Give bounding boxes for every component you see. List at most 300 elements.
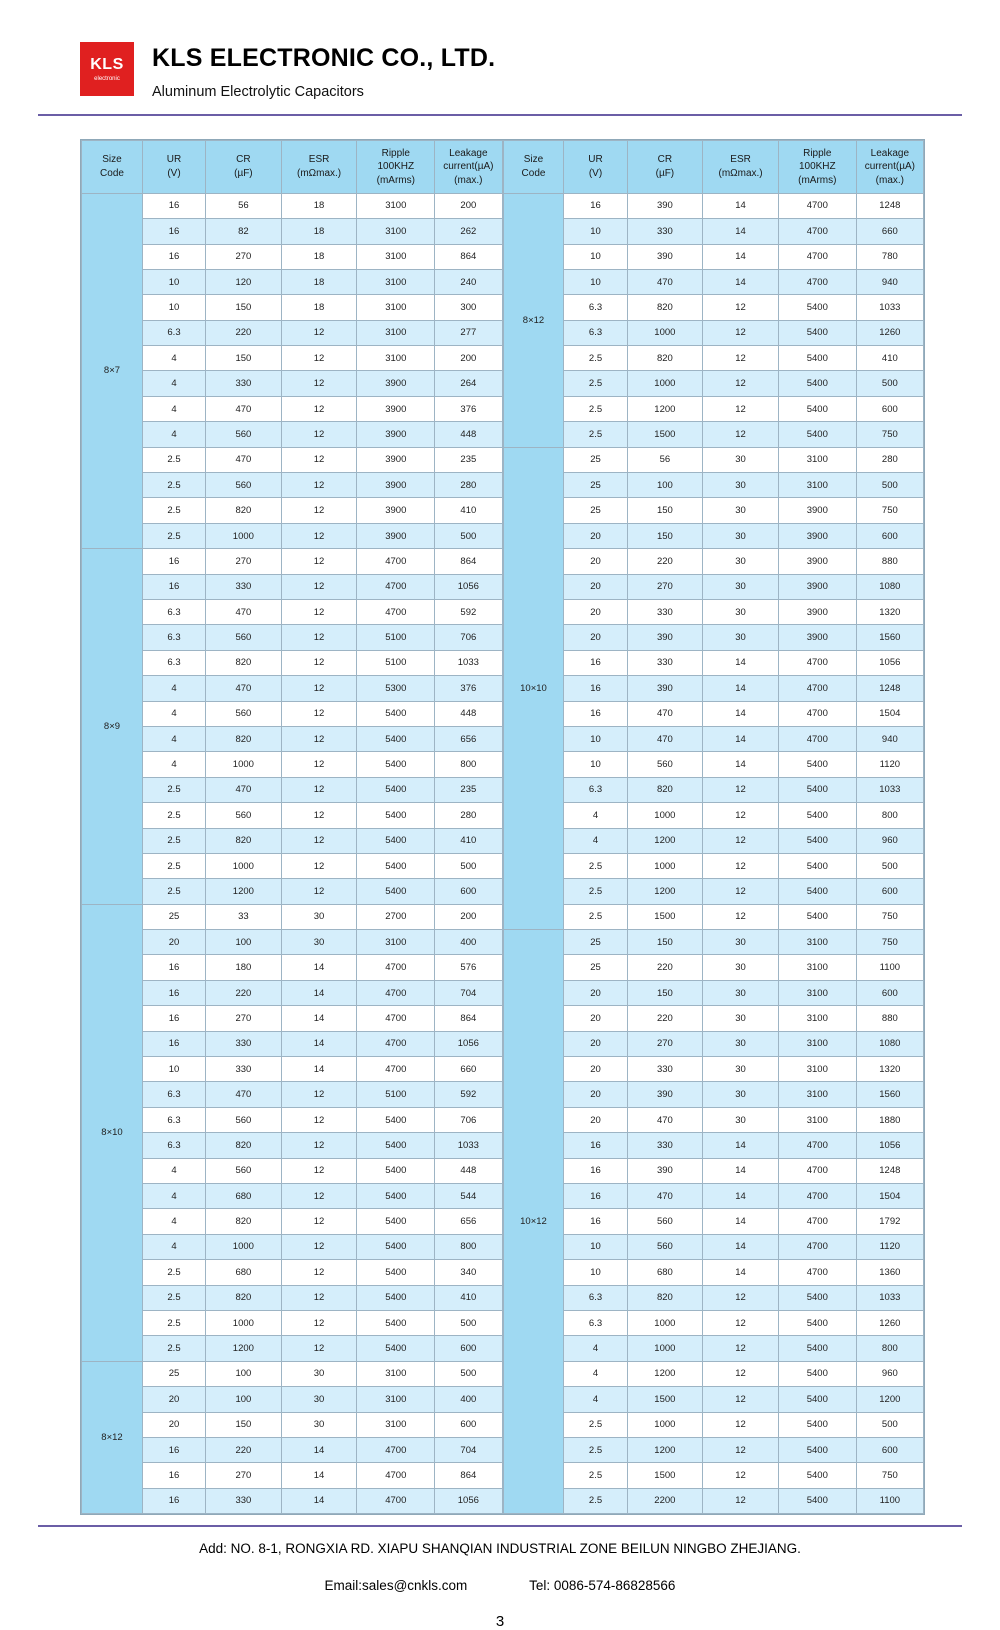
table-row (503, 676, 924, 701)
table-cell: 1200 (627, 1437, 703, 1462)
table-cell: 20 (564, 1031, 627, 1056)
table-cell: 1504 (856, 1183, 923, 1208)
footer-divider (38, 1525, 962, 1527)
table-row (82, 1488, 503, 1513)
table-cell: 12 (703, 1463, 779, 1488)
table-cell: 4 (564, 1361, 627, 1386)
table-cell: 100 (206, 1387, 282, 1412)
table-cell: 4700 (357, 1031, 435, 1056)
table-cell: 3900 (778, 600, 856, 625)
table-cell: 12 (281, 346, 357, 371)
table-cell: 14 (703, 1133, 779, 1158)
size-code-cell: 8×12 (82, 1361, 143, 1513)
table-cell: 5400 (778, 1310, 856, 1335)
table-row (82, 828, 503, 853)
table-cell: 6.3 (142, 1107, 205, 1132)
table-cell: 400 (435, 1387, 502, 1412)
table-cell: 660 (435, 1057, 502, 1082)
table-cell: 5400 (778, 803, 856, 828)
table-cell: 2.5 (142, 1285, 205, 1310)
table-cell: 1504 (856, 701, 923, 726)
table-cell: 5400 (778, 396, 856, 421)
table-cell: 270 (206, 244, 282, 269)
table-row (82, 549, 503, 574)
table-cell: 4 (142, 422, 205, 447)
table-cell: 4700 (778, 1183, 856, 1208)
table-cell: 270 (627, 574, 703, 599)
table-cell: 592 (435, 1082, 502, 1107)
table-cell: 14 (703, 1209, 779, 1234)
table-cell: 12 (281, 396, 357, 421)
table-row (503, 1387, 924, 1412)
table-row (503, 853, 924, 878)
table-cell: 12 (281, 422, 357, 447)
table-cell: 5400 (357, 701, 435, 726)
table-cell: 14 (703, 701, 779, 726)
table-row (503, 574, 924, 599)
table-cell: 864 (435, 244, 502, 269)
table-row (503, 1412, 924, 1437)
table-cell: 1120 (856, 752, 923, 777)
table-cell: 1200 (206, 879, 282, 904)
table-cell: 6.3 (142, 1082, 205, 1107)
table-cell: 4 (142, 676, 205, 701)
table-cell: 14 (281, 1488, 357, 1513)
table-cell: 20 (564, 1057, 627, 1082)
table-cell: 10 (142, 295, 205, 320)
table-cell: 4700 (357, 1057, 435, 1082)
table-cell: 3100 (778, 1006, 856, 1031)
column-header: Leakage current(µA) (max.) (856, 140, 923, 193)
table-row (503, 1285, 924, 1310)
table-cell: 500 (435, 523, 502, 548)
table-row (503, 752, 924, 777)
table-cell: 6.3 (564, 1285, 627, 1310)
table-cell: 300 (435, 295, 502, 320)
table-row (82, 1082, 503, 1107)
table-cell: 2.5 (142, 523, 205, 548)
table-cell: 5400 (778, 320, 856, 345)
table-cell: 2.5 (564, 1463, 627, 1488)
table-cell: 12 (703, 1488, 779, 1513)
table-cell: 5400 (778, 1285, 856, 1310)
table-cell: 4700 (778, 1209, 856, 1234)
table-row (82, 295, 503, 320)
table-cell: 5400 (778, 1488, 856, 1513)
table-cell: 1056 (435, 574, 502, 599)
table-cell: 56 (627, 447, 703, 472)
size-code-cell: 10×10 (503, 447, 564, 929)
table-cell: 14 (281, 955, 357, 980)
table-cell: 1560 (856, 1082, 923, 1107)
table-cell: 600 (856, 1437, 923, 1462)
table-cell: 5400 (778, 828, 856, 853)
table-cell: 800 (435, 1234, 502, 1259)
table-cell: 12 (703, 777, 779, 802)
table-cell: 270 (206, 1006, 282, 1031)
table-cell: 390 (627, 244, 703, 269)
table-cell: 2.5 (564, 1412, 627, 1437)
table-cell: 16 (142, 980, 205, 1005)
table-cell: 4700 (357, 574, 435, 599)
table-cell: 1500 (627, 904, 703, 929)
table-cell: 3100 (357, 346, 435, 371)
table-cell: 16 (564, 1158, 627, 1183)
table-cell: 940 (856, 269, 923, 294)
table-row (503, 1158, 924, 1183)
table-cell: 3100 (778, 473, 856, 498)
specification-tables (80, 139, 925, 1515)
table-cell: 3900 (357, 396, 435, 421)
table-cell: 200 (435, 193, 502, 218)
table-cell: 704 (435, 980, 502, 1005)
table-cell: 3100 (778, 1057, 856, 1082)
table-cell: 270 (627, 1031, 703, 1056)
table-cell: 20 (564, 1006, 627, 1031)
table-row (503, 701, 924, 726)
table-cell: 800 (856, 803, 923, 828)
table-row (503, 625, 924, 650)
table-row (503, 346, 924, 371)
table-cell: 820 (627, 777, 703, 802)
table-cell: 12 (703, 1361, 779, 1386)
column-header: ESR (mΩmax.) (281, 140, 357, 193)
table-row (503, 498, 924, 523)
table-cell: 4 (142, 726, 205, 751)
table-cell: 5100 (357, 1082, 435, 1107)
table-cell: 25 (564, 498, 627, 523)
page-footer (38, 1541, 962, 1630)
table-cell: 5400 (778, 777, 856, 802)
table-cell: 150 (627, 498, 703, 523)
table-cell: 16 (142, 1437, 205, 1462)
table-cell: 4700 (778, 1234, 856, 1259)
table-cell: 14 (703, 269, 779, 294)
table-cell: 14 (281, 1463, 357, 1488)
table-cell: 390 (627, 676, 703, 701)
table-cell: 500 (856, 1412, 923, 1437)
table-row (82, 447, 503, 472)
table-row (503, 828, 924, 853)
table-cell: 1000 (627, 853, 703, 878)
table-cell: 560 (206, 422, 282, 447)
table-cell: 25 (564, 447, 627, 472)
table-cell: 12 (281, 625, 357, 650)
table-cell: 330 (627, 650, 703, 675)
column-header: CR (µF) (206, 140, 282, 193)
table-cell: 1000 (206, 853, 282, 878)
table-cell: 25 (564, 955, 627, 980)
table-row (503, 1361, 924, 1386)
table-cell: 4 (564, 828, 627, 853)
table-cell: 280 (435, 473, 502, 498)
table-row (82, 777, 503, 802)
table-row (503, 1260, 924, 1285)
table-row (82, 904, 503, 929)
header-text-block (152, 42, 495, 100)
table-cell: 30 (703, 473, 779, 498)
table-cell: 180 (206, 955, 282, 980)
table-row (503, 447, 924, 472)
table-cell: 820 (206, 498, 282, 523)
table-cell: 5400 (778, 1336, 856, 1361)
table-cell: 30 (703, 447, 779, 472)
table-cell: 390 (627, 193, 703, 218)
table-cell: 16 (564, 701, 627, 726)
table-row (82, 1209, 503, 1234)
table-cell: 14 (281, 1006, 357, 1031)
table-cell: 1248 (856, 676, 923, 701)
size-code-cell: 10×12 (503, 930, 564, 1514)
table-cell: 14 (281, 1057, 357, 1082)
table-cell: 25 (564, 930, 627, 955)
table-cell: 470 (206, 396, 282, 421)
table-cell: 12 (281, 447, 357, 472)
table-cell: 330 (627, 219, 703, 244)
table-cell: 5400 (357, 1336, 435, 1361)
table-cell: 16 (142, 549, 205, 574)
table-row (82, 1336, 503, 1361)
spec-table-right (503, 140, 925, 1514)
table-cell: 2.5 (142, 777, 205, 802)
page-number: 3 (495, 1613, 505, 1630)
table-cell: 500 (435, 853, 502, 878)
table-cell: 1500 (627, 1387, 703, 1412)
table-row (503, 371, 924, 396)
table-cell: 10 (564, 269, 627, 294)
table-cell: 2.5 (142, 879, 205, 904)
table-cell: 5400 (357, 1209, 435, 1234)
table-cell: 30 (281, 930, 357, 955)
table-row (82, 1107, 503, 1132)
table-cell: 704 (435, 1437, 502, 1462)
table-cell: 2.5 (564, 371, 627, 396)
table-cell: 4700 (357, 955, 435, 980)
table-cell: 470 (206, 600, 282, 625)
table-row (503, 879, 924, 904)
table-cell: 30 (703, 1031, 779, 1056)
table-cell: 16 (564, 193, 627, 218)
table-cell: 16 (142, 244, 205, 269)
table-cell: 30 (703, 600, 779, 625)
table-cell: 14 (703, 193, 779, 218)
table-row (82, 853, 503, 878)
table-row (82, 1463, 503, 1488)
table-cell: 3900 (357, 447, 435, 472)
table-cell: 1000 (627, 803, 703, 828)
table-cell: 12 (281, 828, 357, 853)
table-cell: 18 (281, 244, 357, 269)
table-cell: 4 (564, 1336, 627, 1361)
table-row (503, 244, 924, 269)
table-cell: 20 (564, 600, 627, 625)
table-cell: 14 (703, 752, 779, 777)
table-cell: 820 (206, 726, 282, 751)
table-cell: 820 (627, 1285, 703, 1310)
table-cell: 600 (435, 1412, 502, 1437)
table-row (503, 1437, 924, 1462)
table-cell: 16 (564, 1209, 627, 1234)
table-cell: 2.5 (142, 853, 205, 878)
table-cell: 3900 (357, 523, 435, 548)
table-cell: 470 (206, 1082, 282, 1107)
table-row (82, 1387, 503, 1412)
table-cell: 750 (856, 904, 923, 929)
table-cell: 12 (281, 1107, 357, 1132)
table-row (503, 650, 924, 675)
table-cell: 880 (856, 549, 923, 574)
table-cell: 1000 (206, 1234, 282, 1259)
table-cell: 1500 (627, 422, 703, 447)
table-row (82, 523, 503, 548)
table-cell: 20 (564, 980, 627, 1005)
table-cell: 330 (627, 1133, 703, 1158)
column-header: UR (V) (564, 140, 627, 193)
table-cell: 656 (435, 1209, 502, 1234)
table-cell: 235 (435, 777, 502, 802)
table-cell: 6.3 (564, 295, 627, 320)
table-cell: 820 (627, 346, 703, 371)
table-row (82, 1183, 503, 1208)
table-row (82, 625, 503, 650)
table-cell: 1200 (627, 879, 703, 904)
table-cell: 820 (206, 650, 282, 675)
table-cell: 12 (281, 701, 357, 726)
table-cell: 3900 (778, 549, 856, 574)
table-cell: 10 (564, 1260, 627, 1285)
table-cell: 680 (206, 1260, 282, 1285)
table-row (82, 930, 503, 955)
table-cell: 470 (627, 1183, 703, 1208)
table-row (82, 396, 503, 421)
table-cell: 390 (627, 1082, 703, 1107)
table-cell: 12 (281, 879, 357, 904)
table-row (503, 320, 924, 345)
size-code-cell: 8×10 (82, 904, 143, 1361)
table-cell: 1000 (206, 752, 282, 777)
table-cell: 220 (206, 980, 282, 1005)
table-row (503, 1488, 924, 1513)
table-cell: 470 (627, 269, 703, 294)
table-cell: 2.5 (142, 498, 205, 523)
table-cell: 6.3 (564, 320, 627, 345)
table-cell: 5400 (357, 777, 435, 802)
table-row (82, 1310, 503, 1335)
table-cell: 12 (703, 904, 779, 929)
table-cell: 12 (281, 803, 357, 828)
table-cell: 4700 (778, 193, 856, 218)
table-cell: 5400 (357, 726, 435, 751)
table-cell: 376 (435, 396, 502, 421)
table-row (82, 600, 503, 625)
table-cell: 1033 (435, 1133, 502, 1158)
table-cell: 4700 (778, 219, 856, 244)
table-cell: 4700 (357, 600, 435, 625)
table-cell: 14 (281, 980, 357, 1005)
table-cell: 2.5 (564, 904, 627, 929)
table-cell: 220 (206, 320, 282, 345)
table-cell: 5400 (357, 1285, 435, 1310)
table-cell: 1000 (627, 1310, 703, 1335)
table-cell: 1100 (856, 955, 923, 980)
table-row (82, 955, 503, 980)
table-cell: 5400 (778, 1463, 856, 1488)
table-cell: 4700 (357, 1463, 435, 1488)
table-cell: 470 (206, 777, 282, 802)
table-cell: 12 (281, 676, 357, 701)
table-cell: 30 (703, 930, 779, 955)
table-row (503, 904, 924, 929)
table-cell: 220 (206, 1437, 282, 1462)
table-cell: 1248 (856, 193, 923, 218)
table-cell: 500 (856, 853, 923, 878)
table-cell: 390 (627, 1158, 703, 1183)
table-row (503, 1082, 924, 1107)
table-cell: 4 (142, 752, 205, 777)
table-cell: 25 (564, 473, 627, 498)
table-cell: 4700 (778, 650, 856, 675)
table-row (82, 1285, 503, 1310)
table-row (82, 1031, 503, 1056)
table-cell: 560 (627, 1234, 703, 1259)
table-cell: 820 (206, 1209, 282, 1234)
table-cell: 4 (142, 701, 205, 726)
table-cell: 1000 (627, 1412, 703, 1437)
table-cell: 656 (435, 726, 502, 751)
table-row (503, 1463, 924, 1488)
table-cell: 16 (564, 1133, 627, 1158)
table-cell: 330 (627, 1057, 703, 1082)
table-cell: 780 (856, 244, 923, 269)
header-row (503, 140, 924, 193)
table-cell: 1560 (856, 625, 923, 650)
company-telephone: Tel: 0086-574-86828566 (529, 1578, 676, 1594)
table-cell: 14 (703, 726, 779, 751)
table-cell: 6.3 (564, 1310, 627, 1335)
table-cell: 600 (856, 980, 923, 1005)
table-cell: 340 (435, 1260, 502, 1285)
table-cell: 960 (856, 1361, 923, 1386)
spec-table-left (81, 140, 503, 1514)
table-cell: 14 (703, 676, 779, 701)
table-cell: 14 (703, 1183, 779, 1208)
table-row (82, 1412, 503, 1437)
table-cell: 4 (142, 1158, 205, 1183)
table-cell: 576 (435, 955, 502, 980)
table-cell: 4 (142, 1209, 205, 1234)
column-header: Leakage current(µA) (max.) (435, 140, 502, 193)
table-cell: 20 (142, 1412, 205, 1437)
table-row (82, 752, 503, 777)
table-cell: 706 (435, 625, 502, 650)
table-cell: 10 (142, 1057, 205, 1082)
table-cell: 5400 (778, 879, 856, 904)
table-cell: 3100 (778, 447, 856, 472)
table-cell: 12 (703, 371, 779, 396)
table-cell: 16 (142, 955, 205, 980)
table-cell: 3100 (357, 320, 435, 345)
table-cell: 410 (856, 346, 923, 371)
table-cell: 14 (281, 1437, 357, 1462)
table-row (82, 701, 503, 726)
table-cell: 1880 (856, 1107, 923, 1132)
table-cell: 1080 (856, 574, 923, 599)
table-cell: 16 (142, 574, 205, 599)
table-cell: 4700 (778, 244, 856, 269)
table-cell: 6.3 (142, 625, 205, 650)
table-cell: 220 (627, 549, 703, 574)
table-cell: 150 (627, 980, 703, 1005)
